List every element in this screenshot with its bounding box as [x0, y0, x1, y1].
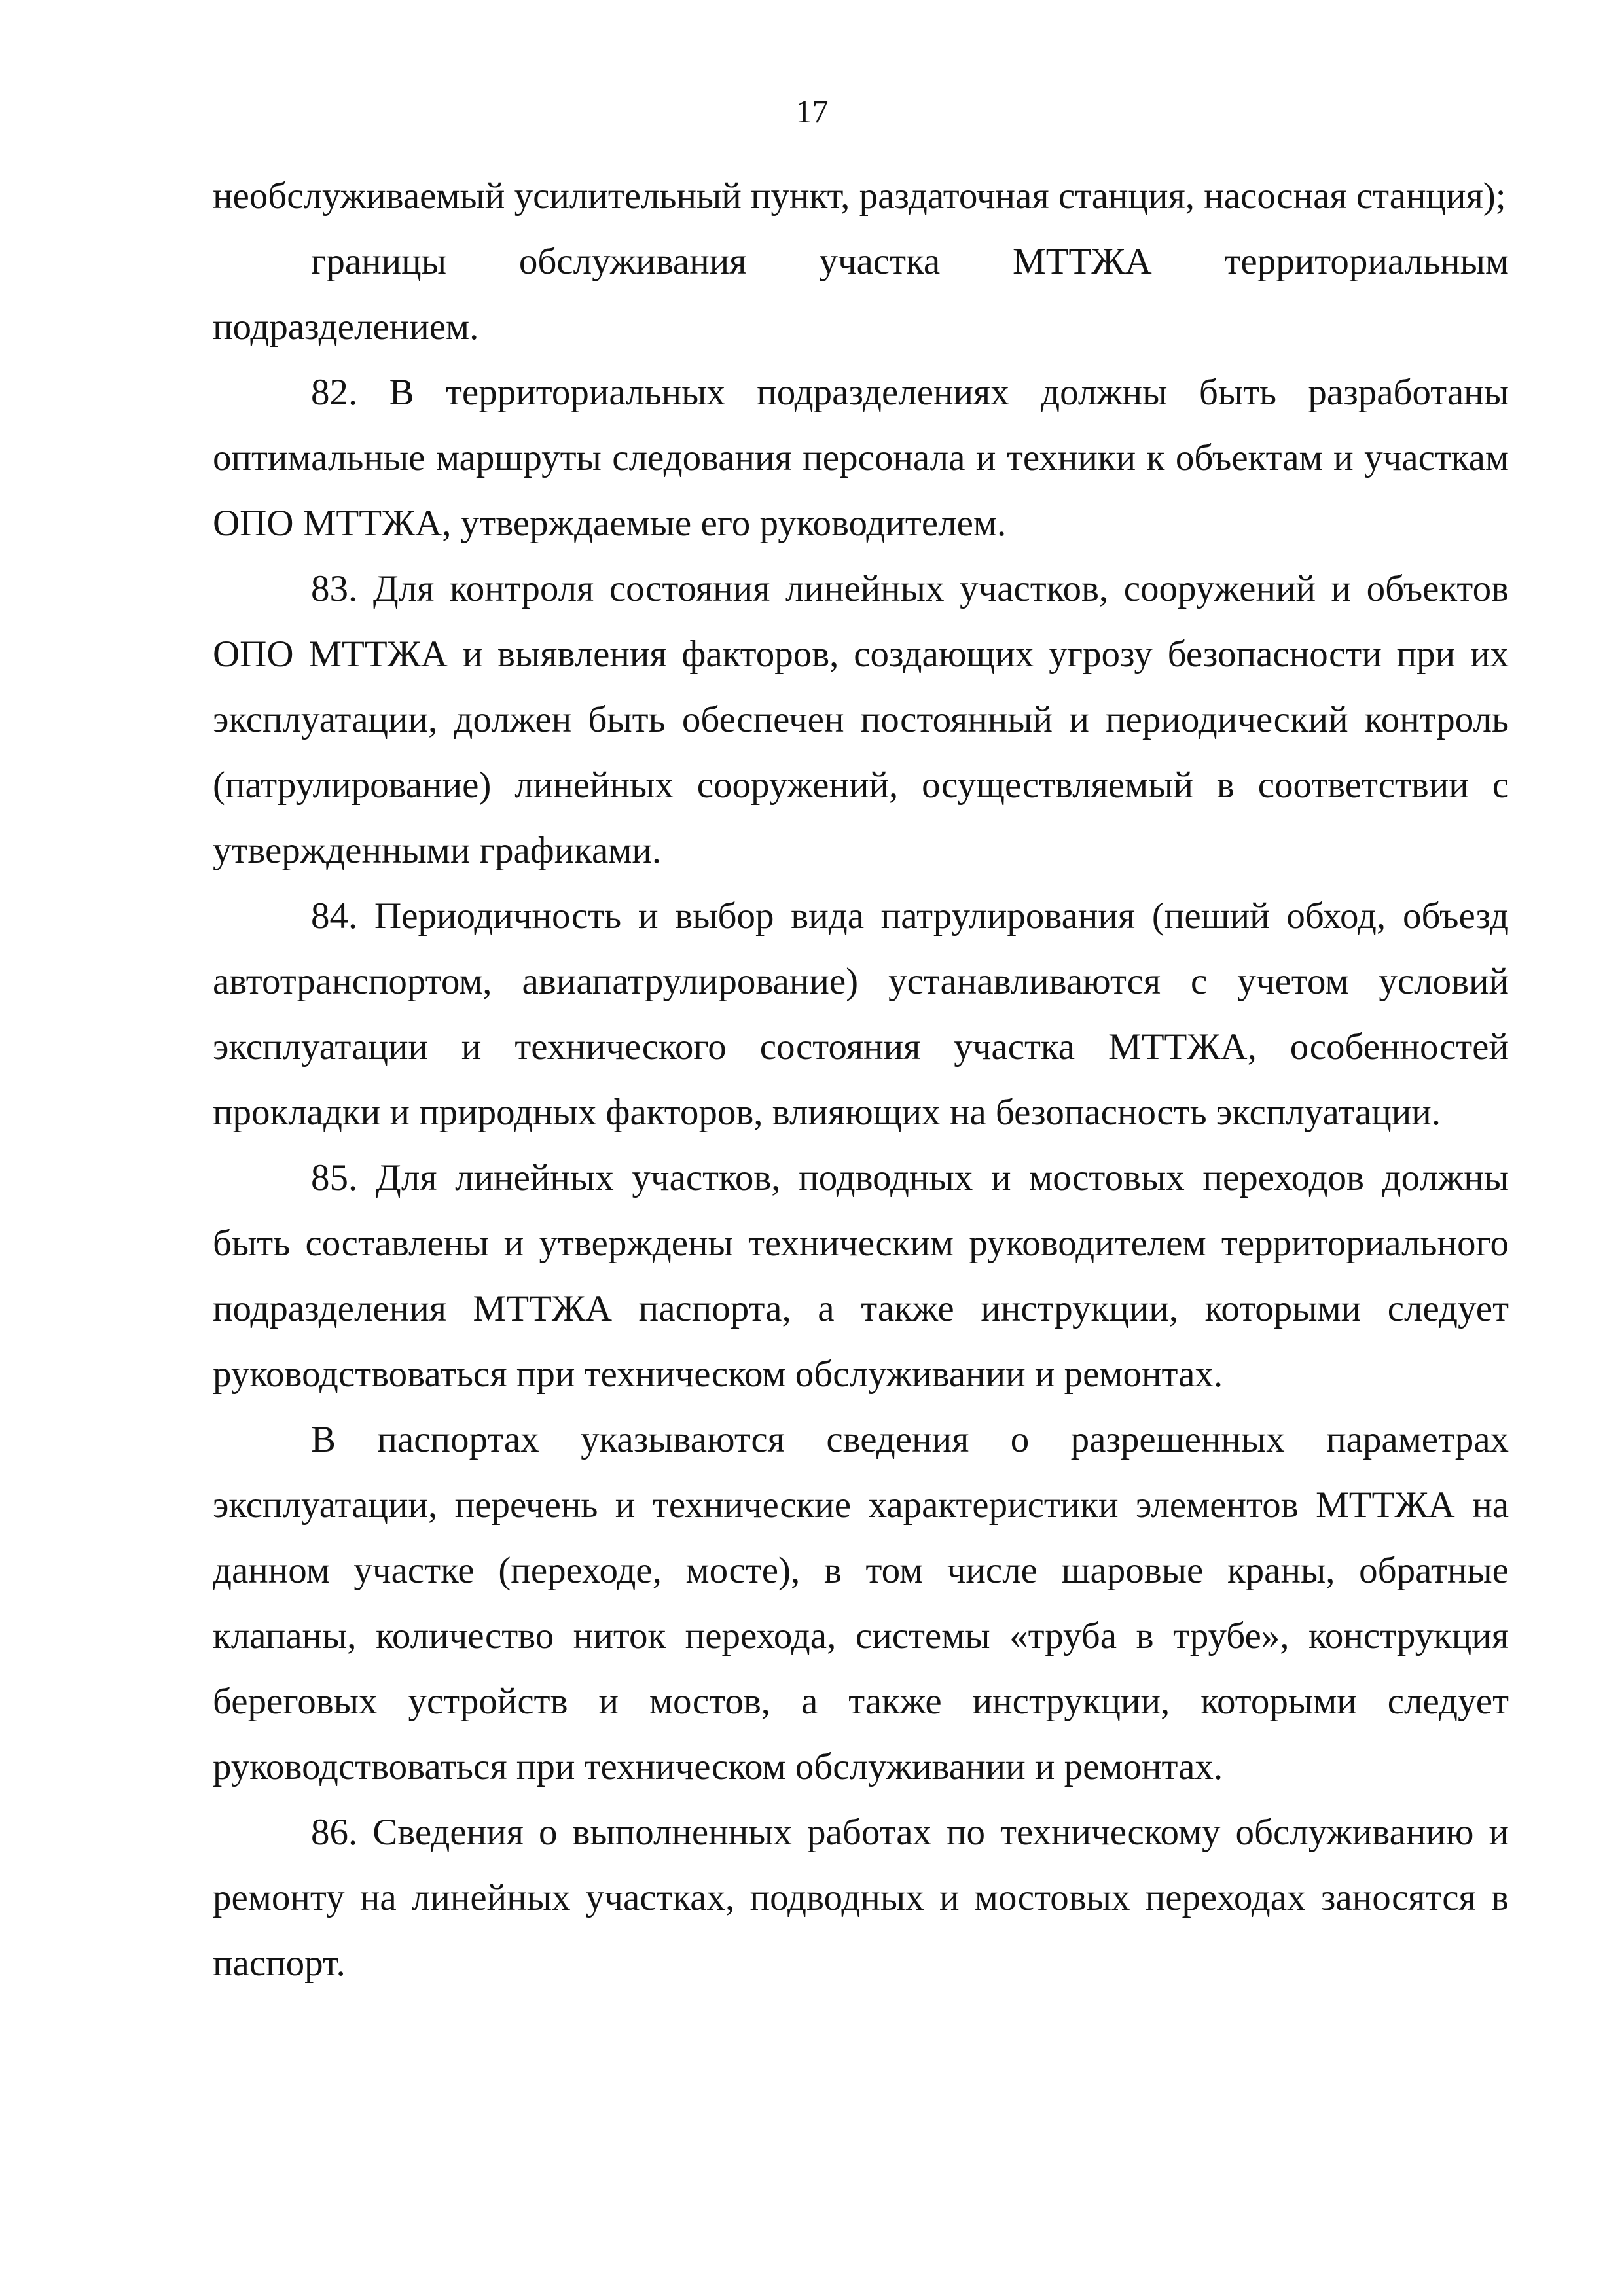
- paragraph-boundaries: границы обслуживания участка МТТЖА территориальным подразделением.: [213, 241, 1509, 348]
- paragraph-passports: В паспортах указываются сведения о разрешенных параметрах эксплуатации, перечень и технические характеристики элементов МТТЖА на данном участке (переходе, мосте), в том числе шаровые краны, обратные клапаны, количество ниток перехода, системы «труба в трубе», конструкция береговых устройств и мостов, а также инструкции, которыми следует руководствоваться при техническом обслуживании и ремонтах.: [213, 1419, 1509, 1787]
- paragraph-84: 84. Периодичность и выбор вида патрулирования (пеший обход, объезд автотранспортом, авиапатрулирование) устанавливаются с учетом условий эксплуатации и технического состояния участка МТТЖА, особенностей прокладки и природных факторов, влияющих на безопасность эксплуатации.: [213, 895, 1509, 1133]
- paragraph-85: 85. Для линейных участков, подводных и мостовых переходов должны быть составлены и утверждены техническим руководителем территориального подразделения МТТЖА паспорта, а также инструкции, которыми следует руководствоваться при техническом обслуживании и ремонтах.: [213, 1157, 1509, 1395]
- paragraph-82: 82. В территориальных подразделениях должны быть разработаны оптимальные маршруты следования персонала и техники к объектам и участкам ОПО МТТЖА, утверждаемые его руководителем.: [213, 372, 1509, 544]
- paragraph-86: 86. Сведения о выполненных работах по техническому обслуживанию и ремонту на линейных участках, подводных и мостовых переходах заносятся в паспорт.: [213, 1812, 1509, 1984]
- document-body: [213, 164, 1509, 1996]
- page-number: 17: [795, 93, 829, 130]
- paragraph-83: 83. Для контроля состояния линейных участков, сооружений и объектов ОПО МТТЖА и выявления факторов, создающих угрозу безопасности при их эксплуатации, должен быть обеспечен постоянный и периодический контроль (патрулирование) линейных сооружений, осуществляемый в соответствии с утвержденными графиками.: [213, 568, 1509, 871]
- paragraph-continuation: необслуживаемый усилительный пункт, раздаточная станция, насосная станция);: [213, 175, 1506, 217]
